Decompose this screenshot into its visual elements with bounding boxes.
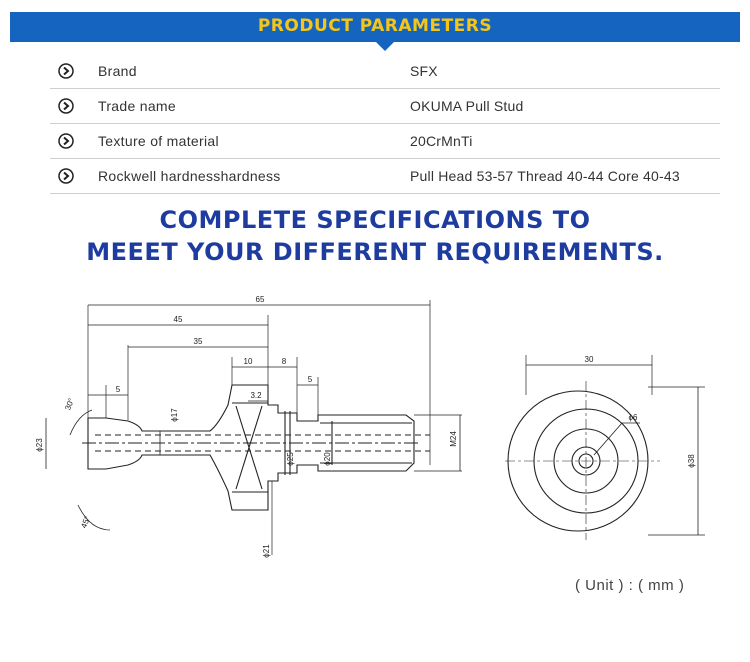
dim-length-10: 10 xyxy=(243,357,253,366)
unit-note: ( Unit ) : ( mm ) xyxy=(575,577,685,594)
dim-width-30: 30 xyxy=(584,355,594,364)
dim-length-5-left: 5 xyxy=(115,385,121,394)
chevron-right-icon xyxy=(58,168,74,184)
dim-thread-m24: M24 xyxy=(449,431,458,447)
chevron-right-icon xyxy=(58,63,74,79)
dim-dia-25: ϕ25 xyxy=(286,452,295,466)
pull-stud-side-outline xyxy=(88,385,414,510)
parameter-row xyxy=(50,89,720,124)
banner-notch xyxy=(376,42,394,51)
section-title: PRODUCT PARAMETERS xyxy=(257,16,493,36)
parameter-row xyxy=(50,124,720,159)
parameter-value: Pull Head 53-57 Thread 40-44 Core 40-43 xyxy=(410,168,680,184)
dim-angle-30: 30° xyxy=(63,396,76,412)
dim-length-8: 8 xyxy=(281,357,287,366)
headline-line-2: MEEET YOUR DIFFERENT REQUIREMENTS. xyxy=(86,238,664,266)
parameter-list xyxy=(50,54,720,194)
chevron-right-icon xyxy=(58,98,74,114)
dim-length-45: 45 xyxy=(173,315,183,324)
dim-dia-17: ϕ17 xyxy=(170,408,179,422)
chevron-right-icon xyxy=(58,133,74,149)
dim-dia-38: ϕ38 xyxy=(687,454,696,468)
dim-length-3-2: 3.2 xyxy=(250,391,262,400)
dim-overall-length: 65 xyxy=(255,295,265,304)
parameter-label: Brand xyxy=(98,63,137,79)
parameter-label: Trade name xyxy=(98,98,176,114)
dim-length-5-right: 5 xyxy=(307,375,313,384)
dim-length-35: 35 xyxy=(193,337,203,346)
parameter-row xyxy=(50,54,720,89)
parameter-value: OKUMA Pull Stud xyxy=(410,98,524,114)
section-banner xyxy=(10,12,740,42)
parameter-label: Texture of material xyxy=(98,133,219,149)
parameter-value: SFX xyxy=(410,63,438,79)
dim-dia-6: ϕ6 xyxy=(628,413,638,422)
dim-dia-20: ϕ20 xyxy=(323,452,332,466)
dim-dia-23: ϕ23 xyxy=(35,438,44,452)
parameter-label: Rockwell hardnesshardness xyxy=(98,168,281,184)
parameter-row xyxy=(50,159,720,194)
dim-dia-21: ϕ21 xyxy=(262,544,271,558)
parameter-value: 20CrMnTi xyxy=(410,133,473,149)
technical-drawing xyxy=(0,285,750,570)
dim-angle-45: 45° xyxy=(79,514,92,530)
headline-line-1: COMPLETE SPECIFICATIONS TO xyxy=(159,206,591,234)
